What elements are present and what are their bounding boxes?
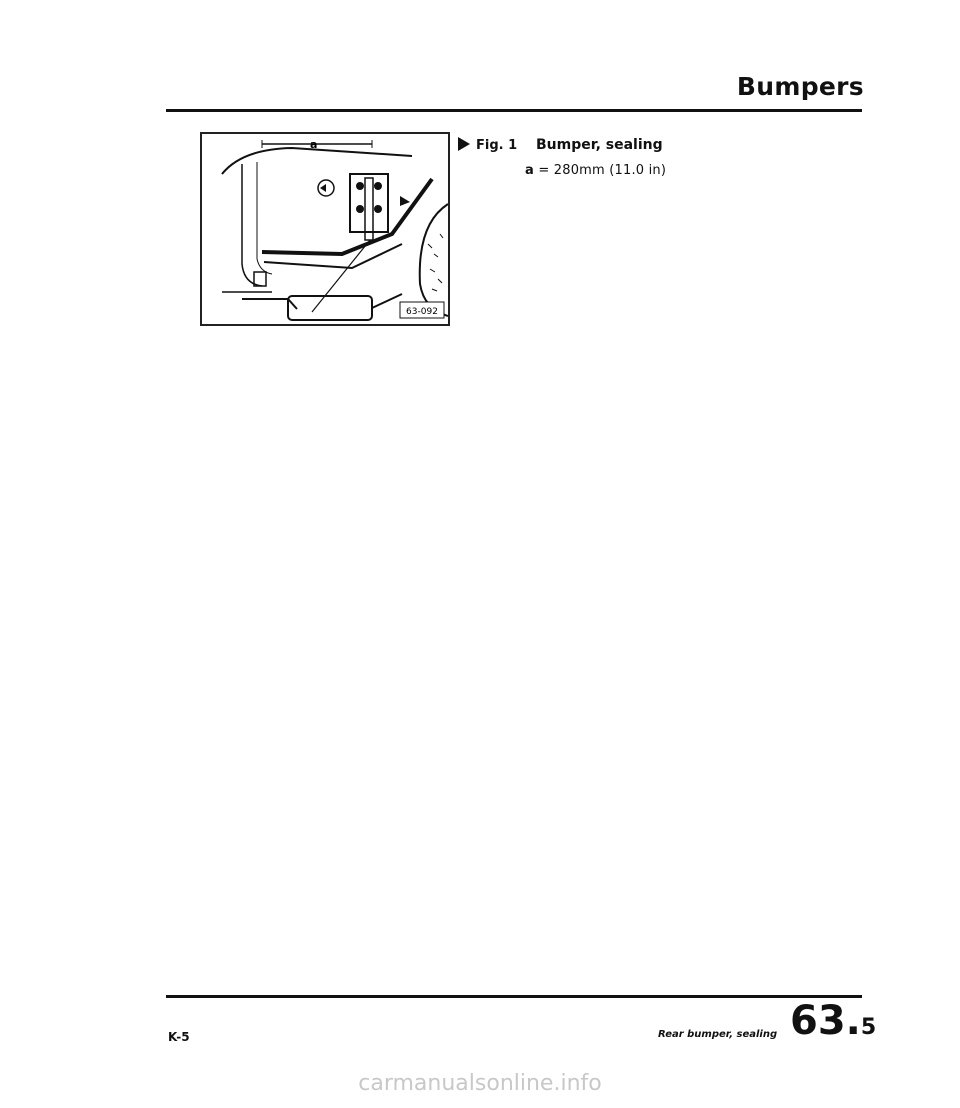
dimension-letter: a <box>310 138 318 151</box>
figure-title: Bumper, sealing <box>536 137 663 153</box>
section-number: 63.5 <box>790 998 877 1044</box>
footer-rule <box>166 995 862 998</box>
figure-illustration <box>200 132 450 326</box>
footer-topic: Rear bumper, sealing <box>658 1029 778 1040</box>
page-title: Bumpers <box>736 72 864 101</box>
bumper-sealing-drawing <box>202 134 448 324</box>
pointer-arrow-icon <box>458 137 470 151</box>
dimension-value: = 280mm (11.0 in) <box>538 163 667 178</box>
watermark: carmanualsonline.info <box>358 1071 602 1096</box>
footer-page-code: K-5 <box>168 1030 190 1044</box>
figure-caption <box>458 136 663 155</box>
header-rule <box>166 109 862 112</box>
section-minor: 5 <box>860 1015 877 1040</box>
figure-label: Fig. 1 <box>476 138 518 153</box>
dimension-spec <box>525 163 666 178</box>
drawing-reference: 63-092 <box>406 307 438 317</box>
dimension-variable: a <box>525 163 534 178</box>
section-major: 63 <box>790 998 846 1044</box>
